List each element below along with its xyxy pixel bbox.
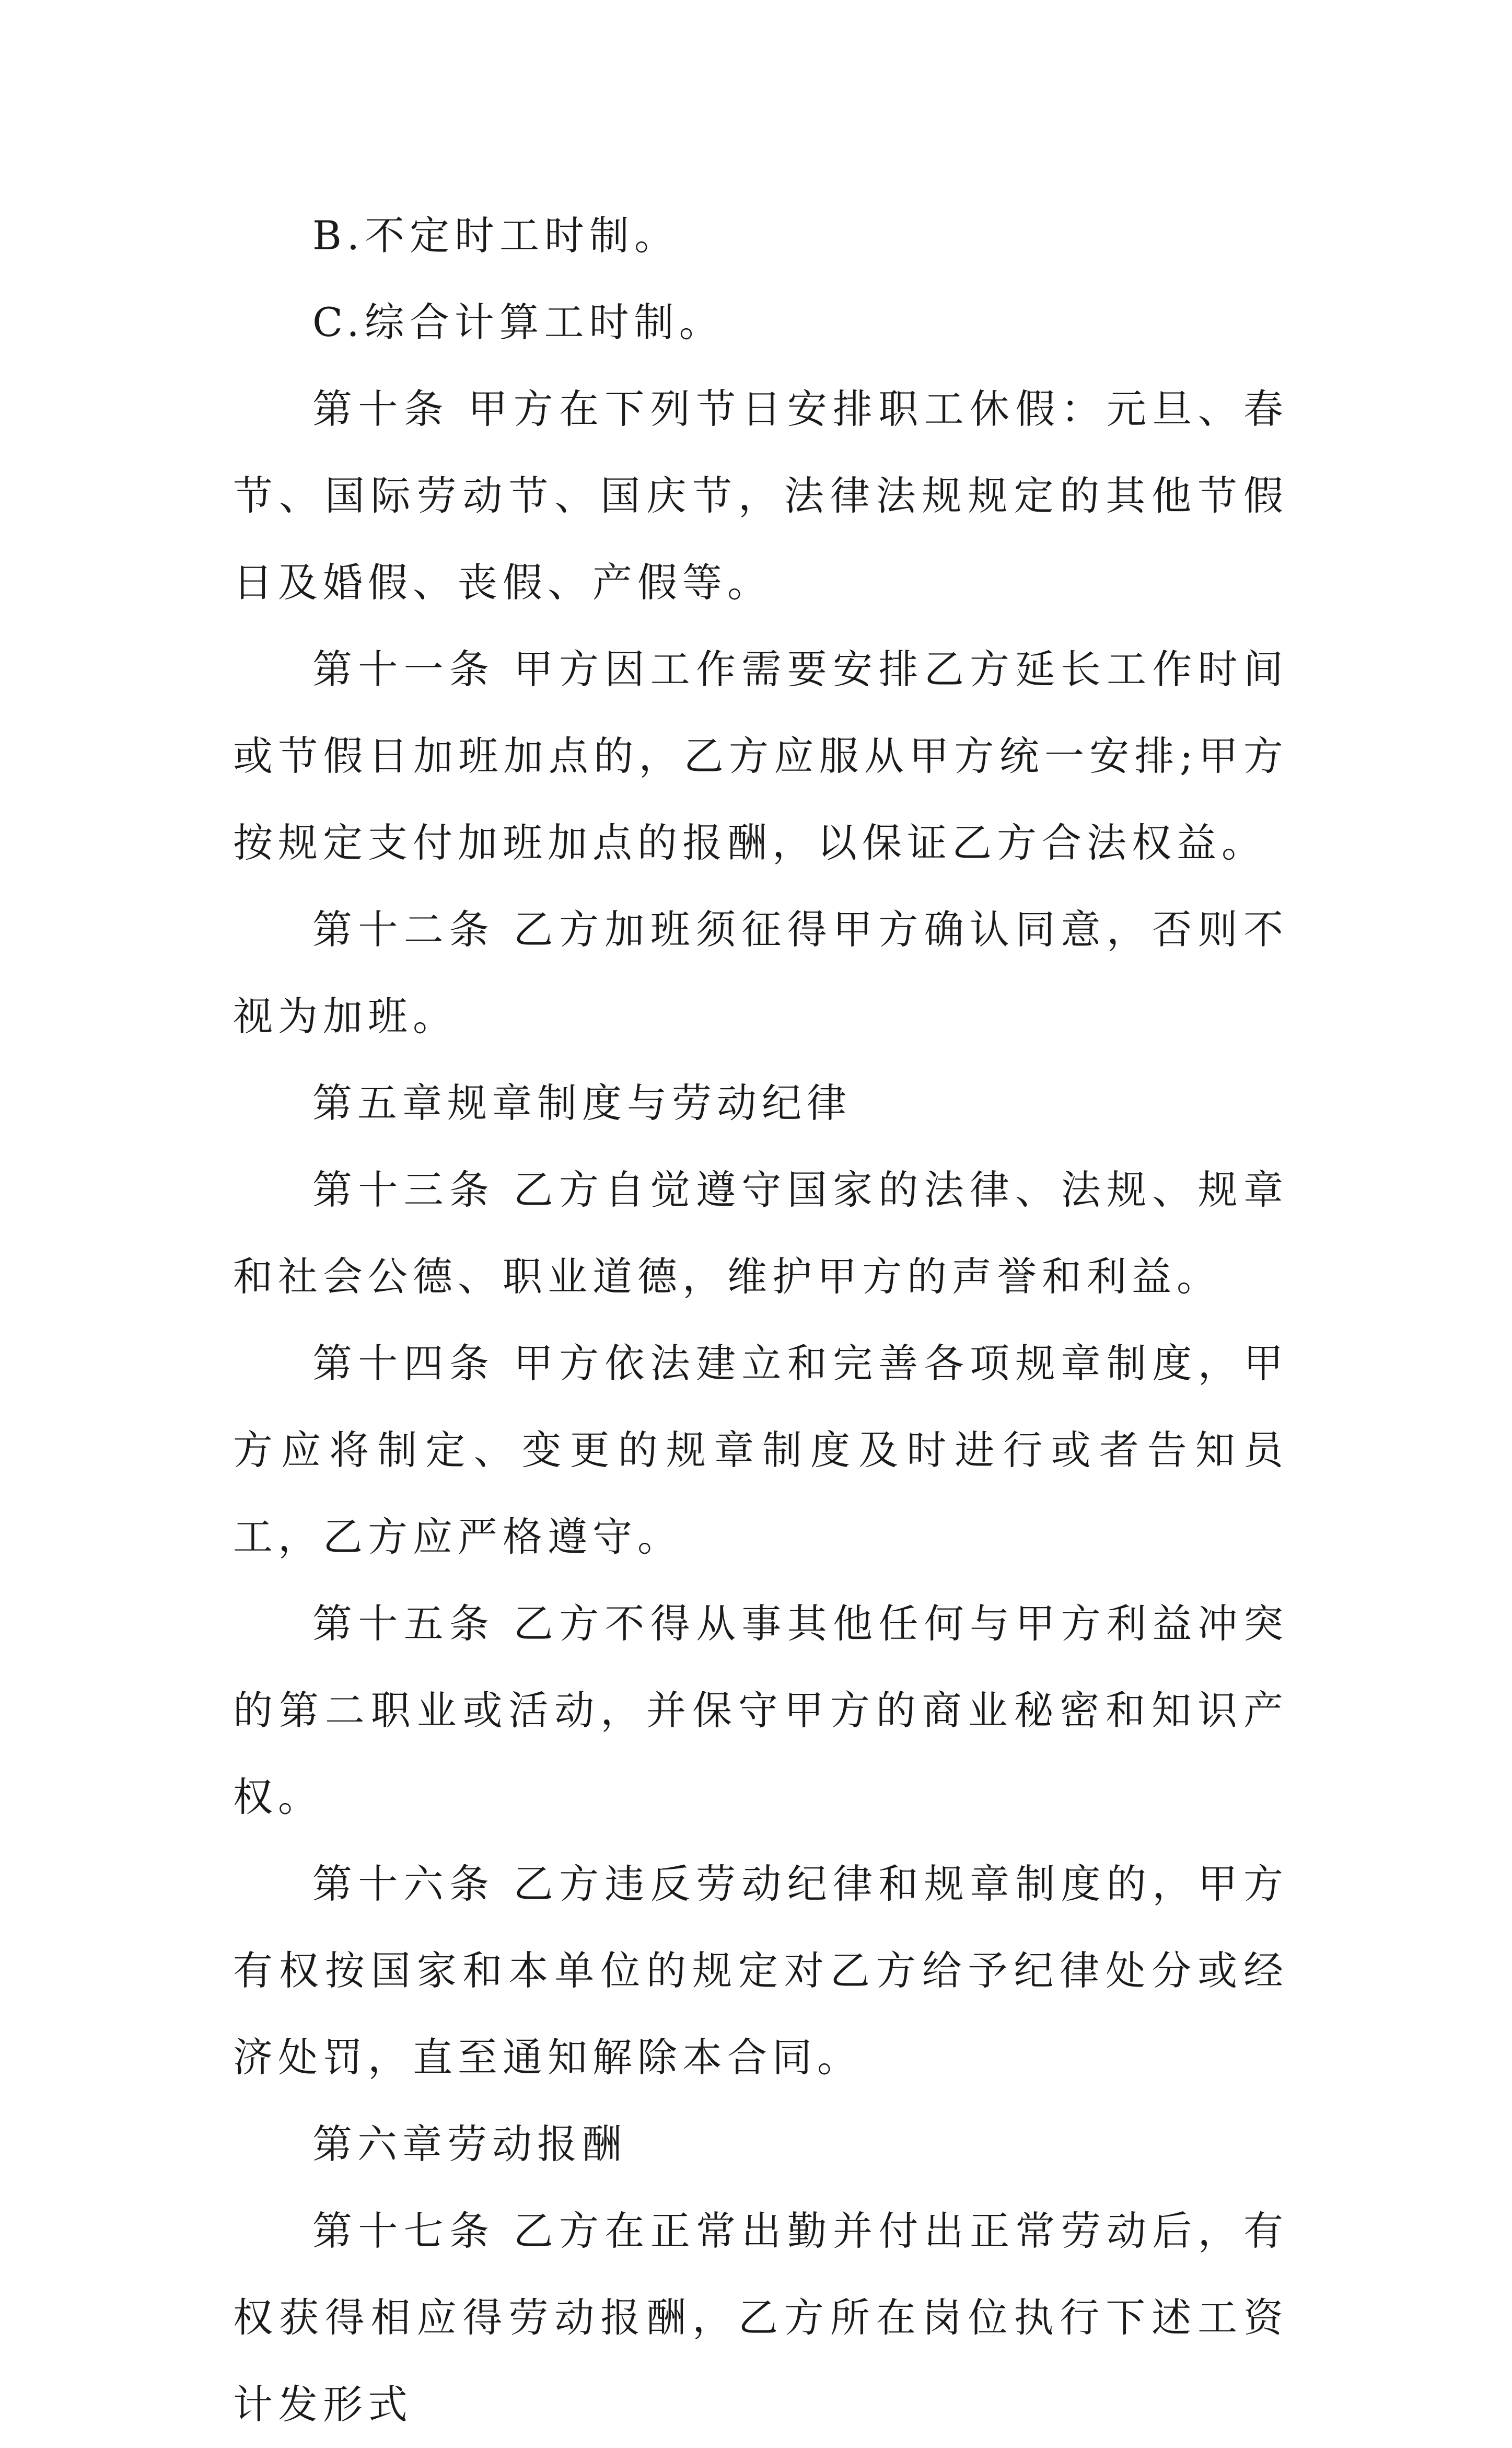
- paragraph-item-b: B.不定时工时制。: [312, 212, 680, 259]
- article-11: 第十一条 甲方因工作需要安排乙方延长工作时间或节假日加班加点的，乙方应服从甲方统一安排;甲方按规定支付加班加点的报酬，以保证乙方合法权益。: [233, 646, 1288, 866]
- paragraph-item-c: C.综合计算工时制。: [312, 299, 724, 345]
- article-13: 第十三条 乙方自觉遵守国家的法律、法规、规章和社会公德、职业道德，维护甲方的声誉和利益。: [233, 1167, 1288, 1300]
- article-17: 第十七条 乙方在正常出勤并付出正常劳动后，有权获得相应得劳动报酬，乙方所在岗位执行下述工资计发形式: [233, 2208, 1288, 2428]
- article-16: 第十六条 乙方违反劳动纪律和规章制度的，甲方有权按国家和本单位的规定对乙方给予纪律处分或经济处罚，直至通知解除本合同。: [233, 1861, 1288, 2081]
- chapter-6-heading: 第六章劳动报酬: [312, 2121, 627, 2167]
- article-15: 第十五条 乙方不得从事其他任何与甲方利益冲突的第二职业或活动，并保守甲方的商业秘密和知识产权。: [233, 1600, 1288, 1820]
- chapter-5-heading: 第五章规章制度与劳动纪律: [312, 1080, 852, 1126]
- article-12: 第十二条 乙方加班须征得甲方确认同意，否则不视为加班。: [233, 906, 1288, 1040]
- article-10: 第十条 甲方在下列节日安排职工休假：元旦、春节、国际劳动节、国庆节，法律法规规定的其他节假日及婚假、丧假、产假等。: [233, 386, 1288, 606]
- document-body: [233, 192, 1288, 2448]
- article-14: 第十四条 甲方依法建立和完善各项规章制度，甲方应将制定、变更的规章制度及时进行或者告知员工，乙方应严格遵守。: [233, 1340, 1288, 1560]
